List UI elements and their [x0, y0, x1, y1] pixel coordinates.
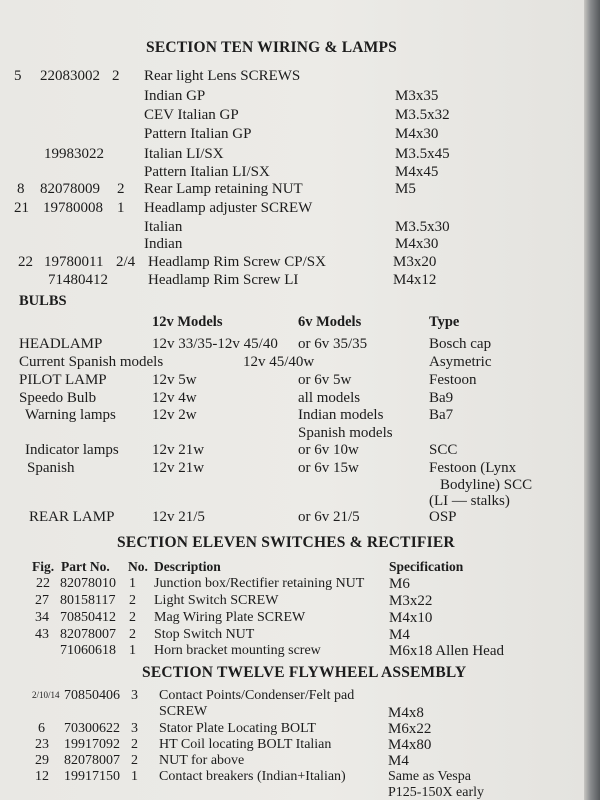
- fig-number: 8: [17, 181, 25, 197]
- quantity: 2: [129, 593, 136, 608]
- description: Italian: [144, 219, 183, 235]
- specification: M6x18 Allen Head: [389, 643, 504, 659]
- bulb-12v: 12v 21w: [152, 442, 205, 458]
- description: Horn bracket mounting screw: [154, 643, 321, 658]
- column-header: Fig.: [32, 559, 55, 574]
- bulbs-title: BULBS: [19, 293, 67, 309]
- fig-number: 34: [35, 610, 49, 625]
- bulb-12v: 12v 5w: [152, 372, 197, 388]
- bulb-12v: 12v 2w: [152, 407, 197, 423]
- bulb-name: PILOT LAMP: [19, 372, 107, 388]
- description: Pattern Italian GP: [144, 126, 252, 142]
- specification: M5: [395, 181, 416, 197]
- bulb-6v: or 6v 21/5: [298, 509, 360, 525]
- description: Headlamp Rim Screw CP/SX: [148, 254, 326, 270]
- specification: P125-150X early: [388, 785, 485, 800]
- description: Contact Points/Condenser/Felt pad: [159, 688, 355, 703]
- section-twelve-title: SECTION TWELVE FLYWHEEL ASSEMBLY: [142, 664, 467, 681]
- part-number: 19917092: [64, 737, 120, 752]
- bulb-type: Bosch cap: [429, 336, 492, 352]
- quantity: 2: [131, 737, 138, 752]
- quantity: 2: [129, 627, 136, 642]
- section-eleven-title: SECTION ELEVEN SWITCHES & RECTIFIER: [117, 534, 455, 551]
- description: SCREW: [159, 704, 208, 719]
- specification: M4x30: [395, 236, 439, 252]
- fig-number: 29: [35, 753, 49, 768]
- column-header: Description: [154, 559, 221, 574]
- part-number: 71060618: [60, 643, 116, 658]
- part-number: 82078010: [60, 576, 116, 591]
- column-header: 12v Models: [152, 314, 223, 330]
- fig-number: 12: [35, 769, 49, 784]
- part-number: 70300622: [64, 721, 120, 736]
- bulb-type: Asymetric: [429, 354, 492, 370]
- specification: Same as Vespa: [388, 769, 471, 784]
- bulb-name: Indicator lamps: [25, 442, 119, 458]
- description: Headlamp adjuster SCREW: [144, 200, 313, 216]
- specification: M3.5x45: [395, 146, 450, 162]
- description: Rear Lamp retaining NUT: [144, 181, 303, 197]
- specification: M4x8: [388, 705, 424, 721]
- description: Light Switch SCREW: [154, 593, 279, 608]
- description: CEV Italian GP: [144, 107, 239, 123]
- specification: M6: [389, 576, 410, 592]
- fig-number: 5: [14, 68, 22, 84]
- specification: M3.5x30: [395, 219, 450, 235]
- description: Mag Wiring Plate SCREW: [154, 610, 306, 625]
- description: Indian: [144, 236, 183, 252]
- bulb-name: Spanish: [27, 460, 75, 476]
- column-header: Specification: [389, 559, 464, 574]
- fig-number: 22: [18, 254, 33, 270]
- bulb-6v: 12v 45/40w: [243, 354, 315, 370]
- part-number: 22083002: [40, 68, 100, 84]
- part-number: 82078009: [40, 181, 100, 197]
- specification: M4x80: [388, 737, 432, 753]
- column-header: Type: [429, 314, 460, 330]
- quantity: 2: [129, 610, 136, 625]
- description: Rear light Lens SCREWS: [144, 68, 301, 84]
- description: Italian LI/SX: [144, 146, 224, 162]
- column-header: Part No.: [61, 559, 110, 574]
- part-number: 82078007: [60, 627, 116, 642]
- specification: M6x22: [388, 721, 432, 737]
- bulb-type: Festoon (Lynx: [429, 460, 517, 476]
- bulb-type: Festoon: [429, 372, 477, 388]
- part-number: 71480412: [48, 272, 108, 288]
- bulb-12v: 12v 21w: [152, 460, 205, 476]
- bulb-12v: 12v 21/5: [152, 509, 205, 525]
- quantity: 1: [131, 769, 138, 784]
- part-number: 19983022: [44, 146, 104, 162]
- bulb-6v: or 6v 35/35: [298, 336, 368, 352]
- description: Stator Plate Locating BOLT: [159, 721, 316, 736]
- quantity: 3: [131, 721, 138, 736]
- fig-number: 2/10/14: [32, 690, 60, 700]
- quantity: 2: [117, 181, 125, 197]
- bulb-name: Speedo Bulb: [19, 390, 97, 406]
- description: Contact breakers (Indian+Italian): [159, 769, 346, 784]
- fig-number: 43: [35, 627, 49, 642]
- fig-number: 22: [36, 576, 50, 591]
- quantity: 2: [131, 753, 138, 768]
- bulb-6v: or 6v 15w: [298, 460, 359, 476]
- bulb-6v: Indian models: [298, 407, 384, 423]
- part-number: 19780008: [43, 200, 103, 216]
- bulb-type: Ba9: [429, 390, 454, 406]
- specification: M3.5x32: [395, 107, 450, 123]
- bulb-6v: all models: [298, 390, 361, 406]
- part-number: 70850412: [60, 610, 116, 625]
- part-number: 19917150: [64, 769, 120, 784]
- description: HT Coil locating BOLT Italian: [159, 737, 332, 752]
- bulb-name: Current Spanish models: [19, 354, 164, 370]
- part-number: 82078007: [64, 753, 120, 768]
- bulb-6v: Spanish models: [298, 425, 393, 441]
- specification: M4x12: [393, 272, 437, 288]
- bulb-type: Ba7: [429, 407, 454, 423]
- description: NUT for above: [159, 753, 245, 768]
- specification: M3x20: [393, 254, 437, 270]
- quantity: 2/4: [116, 254, 136, 270]
- specification: M3x22: [389, 593, 433, 609]
- specification: M4x45: [395, 164, 439, 180]
- page-edge: [584, 0, 600, 800]
- column-header: No.: [128, 559, 148, 574]
- part-number: 80158117: [60, 593, 116, 608]
- bulb-6v: or 6v 10w: [298, 442, 359, 458]
- section-ten-title: SECTION TEN WIRING & LAMPS: [146, 39, 397, 56]
- bulb-6v: or 6v 5w: [298, 372, 352, 388]
- specification: M4x30: [395, 126, 439, 142]
- specification: M4: [389, 627, 410, 643]
- specification: M4x10: [389, 610, 433, 626]
- description: Junction box/Rectifier retaining NUT: [154, 576, 365, 591]
- fig-number: 6: [38, 721, 45, 736]
- quantity: 1: [117, 200, 125, 216]
- bulb-type: (LI — stalks): [429, 493, 510, 509]
- specification: M3x35: [395, 88, 439, 104]
- fig-number: 21: [14, 200, 29, 216]
- fig-number: 23: [35, 737, 49, 752]
- bulb-type: SCC: [429, 442, 458, 458]
- description: Headlamp Rim Screw LI: [148, 272, 299, 288]
- bulb-type: Bodyline) SCC: [440, 477, 533, 493]
- quantity: 2: [112, 68, 120, 84]
- bulb-name: Warning lamps: [25, 407, 116, 423]
- fig-number: 27: [35, 593, 49, 608]
- description: Indian GP: [144, 88, 206, 104]
- bulb-12v: 12v 33/35-12v 45/40: [152, 336, 278, 352]
- quantity: 3: [131, 688, 138, 703]
- bulb-name: REAR LAMP: [29, 509, 115, 525]
- column-header: 6v Models: [298, 314, 362, 330]
- bulb-12v: 12v 4w: [152, 390, 197, 406]
- quantity: 1: [129, 576, 136, 591]
- description: Pattern Italian LI/SX: [144, 164, 270, 180]
- description: Stop Switch NUT: [154, 627, 255, 642]
- part-number: 70850406: [64, 688, 120, 703]
- bulb-name: HEADLAMP: [19, 336, 103, 352]
- bulb-type: OSP: [429, 509, 457, 525]
- specification: M4: [388, 753, 409, 769]
- quantity: 1: [129, 643, 136, 658]
- part-number: 19780011: [44, 254, 104, 270]
